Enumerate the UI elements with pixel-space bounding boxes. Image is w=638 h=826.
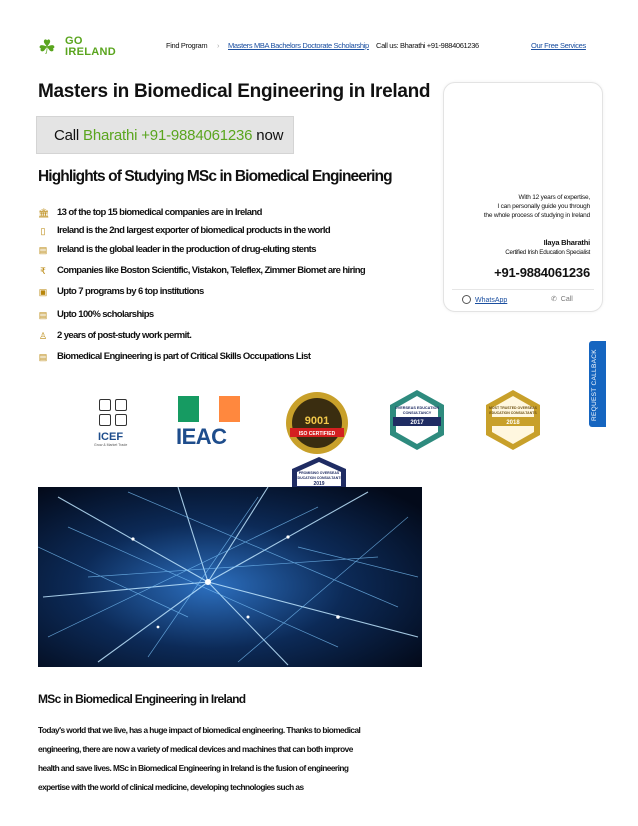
person-icon: ♙ bbox=[38, 331, 48, 341]
highlight-item bbox=[38, 207, 438, 221]
icef-square bbox=[115, 414, 127, 426]
paragraph-line: engineering, there are now a variety of medical devices and machines that can both improve bbox=[38, 744, 353, 754]
call-now-text bbox=[54, 127, 283, 144]
highlight-item bbox=[38, 225, 438, 239]
icef-square bbox=[99, 399, 111, 411]
award-2019-year: 2019 bbox=[313, 481, 325, 487]
request-callback-tab[interactable] bbox=[589, 341, 606, 427]
biomedical-network-image bbox=[38, 487, 422, 667]
experience-text bbox=[450, 193, 590, 220]
highlight-item bbox=[38, 351, 438, 365]
award-2019-line: PROMISING OVERSEAS bbox=[298, 471, 340, 475]
logo-line2: IRELAND bbox=[65, 46, 116, 58]
call-label: Call bbox=[560, 296, 573, 303]
call-phone-highlight[interactable]: Bharathi +91-9884061236 bbox=[83, 127, 253, 144]
chat-icon: ▤ bbox=[38, 245, 48, 255]
call-now-banner[interactable] bbox=[36, 116, 294, 154]
highlight-text: 2 years of post-study work permit. bbox=[57, 330, 192, 341]
flag-white bbox=[199, 396, 220, 422]
icef-square bbox=[99, 414, 111, 426]
icef-sub: Grow & Market Trade bbox=[94, 443, 128, 447]
logo-text bbox=[65, 36, 116, 58]
chat-icon: ▤ bbox=[38, 352, 48, 362]
highlight-item bbox=[38, 330, 438, 344]
highlight-text: Biomedical Engineering is part of Critical Skills Occupations List bbox=[57, 351, 311, 362]
whatsapp-button[interactable] bbox=[462, 295, 507, 304]
consultant-role: Certified Irish Education Specialist bbox=[505, 249, 590, 256]
rupee-icon: ₹ bbox=[40, 266, 46, 276]
iso-certified-badge bbox=[284, 390, 350, 456]
call-suffix: now bbox=[256, 127, 284, 144]
irish-flag bbox=[178, 396, 240, 422]
award-2018-year: 2018 bbox=[506, 420, 520, 426]
experience-line: the whole process of studying in Ireland bbox=[483, 212, 590, 219]
consultant-name: Ilaya Bharathi bbox=[543, 238, 590, 247]
ieac-label: IEAC bbox=[176, 424, 227, 449]
highlight-text: Companies like Boston Scientific, Vistakon, Teleflex, Zimmer Biomet are hiring bbox=[57, 265, 366, 276]
flag-green bbox=[178, 396, 199, 422]
award-badge-2017 bbox=[388, 389, 446, 451]
nav-program-links[interactable]: Masters MBA Bachelors Doctorate Scholarship bbox=[228, 41, 369, 50]
card-divider bbox=[452, 289, 594, 290]
icef-square bbox=[115, 399, 127, 411]
chat-icon: ▤ bbox=[38, 310, 48, 320]
highlight-text: Ireland is the global leader in the production of drug-eluting stents bbox=[57, 244, 316, 255]
phone-icon: ✆ bbox=[551, 296, 557, 303]
paragraph-line: health and save lives. MSc in Biomedical Engineering in Ireland is the fusion of engineering bbox=[38, 763, 349, 773]
experience-line: With 12 years of expertise, bbox=[518, 194, 590, 201]
iso-number: 9001 bbox=[304, 415, 330, 427]
highlight-text: 13 of the top 15 biomedical companies are in Ireland bbox=[57, 207, 262, 218]
tablet-icon: ▯ bbox=[40, 226, 46, 236]
iso-label: ISO CERTIFIED bbox=[298, 431, 336, 437]
highlight-item bbox=[38, 309, 438, 323]
page-title: Masters in Biomedical Engineering in Ireland bbox=[38, 81, 431, 102]
nav-find-program[interactable]: Find Program bbox=[166, 41, 208, 50]
request-callback-label: REQUEST CALLBACK bbox=[591, 349, 598, 421]
highlights-heading: Highlights of Studying MSc in Biomedical Engineering bbox=[38, 168, 392, 185]
go-ireland-logo[interactable] bbox=[38, 36, 118, 62]
consultant-card bbox=[443, 82, 603, 312]
icef-label: ICEF bbox=[98, 431, 124, 443]
highlight-text: Upto 7 programs by 6 top institutions bbox=[57, 286, 204, 297]
consultant-phone[interactable]: +91-9884061236 bbox=[494, 265, 590, 280]
nav-free-services[interactable]: Our Free Services bbox=[531, 41, 586, 50]
highlight-item bbox=[38, 244, 438, 258]
highlight-text: Upto 100% scholarships bbox=[57, 309, 154, 320]
call-prefix: Call bbox=[54, 127, 80, 144]
paragraph-line: Today's world that we live, has a huge impact of biomedical engineering. Thanks to biomedical bbox=[38, 725, 361, 735]
highlight-item bbox=[38, 286, 438, 300]
experience-line: I can personally guide you through bbox=[497, 203, 590, 210]
building-icon: 🏛 bbox=[38, 208, 50, 218]
award-2017-line: CONSULTANCY bbox=[402, 411, 432, 415]
highlight-item bbox=[38, 265, 438, 279]
award-2019-line: EDUCATION CONSULTANTS bbox=[295, 476, 343, 480]
logo-line1: GO bbox=[65, 35, 83, 47]
whatsapp-icon bbox=[462, 295, 471, 304]
nav-separator: › bbox=[217, 41, 220, 50]
award-2018-line: MOST TRUSTED OVERSEAS bbox=[488, 406, 538, 410]
flag-orange bbox=[219, 396, 240, 422]
award-2017-line: OVERSEAS EDUCATION bbox=[394, 406, 440, 410]
section2-heading: MSc in Biomedical Engineering in Ireland bbox=[38, 692, 246, 706]
nav-call-us: Call us: Bharathi +91-9884061236 bbox=[376, 41, 479, 50]
highlight-text: Ireland is the 2nd largest exporter of biomedical products in the world bbox=[57, 225, 331, 236]
whatsapp-label: WhatsApp bbox=[475, 297, 508, 304]
paragraph-line: expertise with the world of clinical medicine, developing technologies such as bbox=[38, 782, 304, 792]
shamrock-icon: ☘ bbox=[38, 37, 56, 59]
hero-background bbox=[38, 487, 422, 667]
ieac-logo bbox=[176, 396, 242, 450]
icef-logo bbox=[94, 397, 144, 449]
award-2017-year: 2017 bbox=[410, 420, 424, 426]
award-2018-line: EDUCATION CONSULTANTS bbox=[489, 411, 537, 415]
document-icon: ▣ bbox=[38, 287, 48, 297]
call-button[interactable] bbox=[551, 295, 573, 303]
award-badge-2018 bbox=[484, 389, 542, 451]
